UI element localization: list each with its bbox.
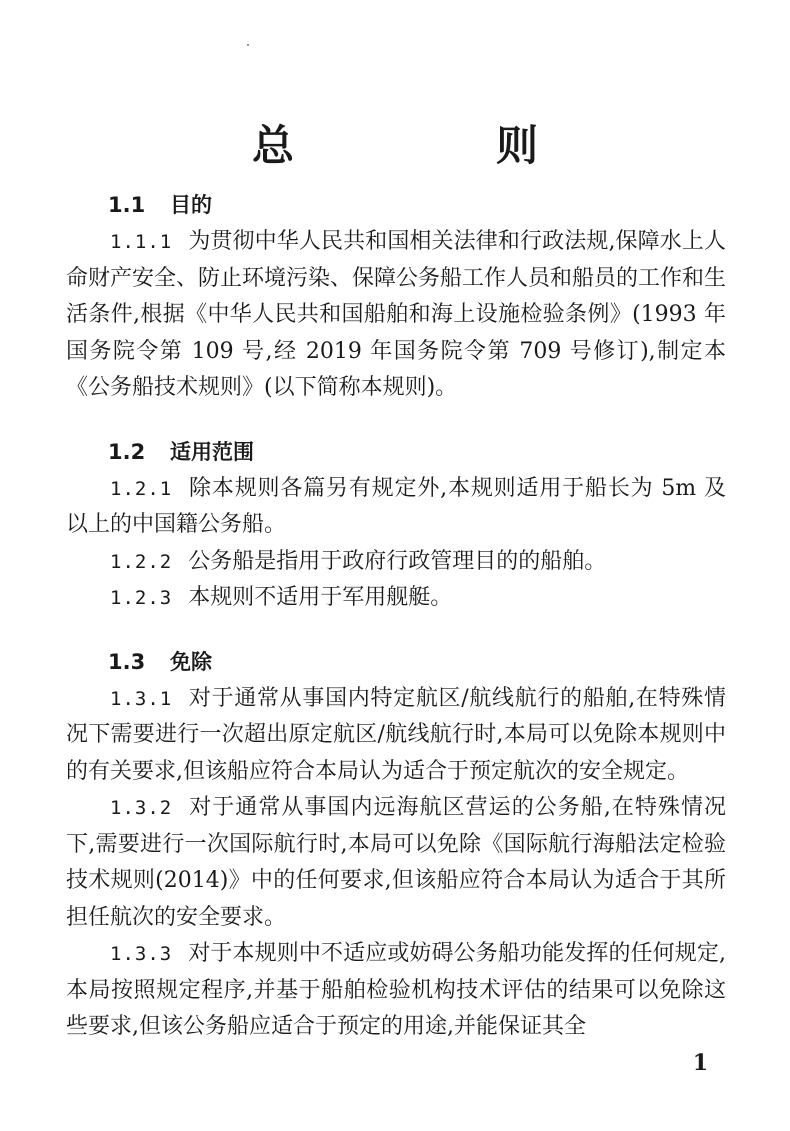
clause-text: 为贯彻中华人民共和国相关法律和行政法规,保障水上人命财产安全、防止环境污染、保障公务船工作人员和船员的工作和生活条件,根据《中华人民共和国船舶和海上设施检验条例》(1993 年国务院令第 109 号,经 2019 年国务院令第 709 号修订),制定本《公务船技术规则》(以下简称本规则)。 [66,229,727,400]
section-title: 目的 [170,193,212,217]
clause-paragraph [66,224,726,407]
clause-text: 对于通常从事国内特定航区/航线航行的船舶,在特殊情况下需要进行一次超出原定航区/航线航行时,本局可以免除本规则中的有关要求,但该船应符合本局认为适合于预定航次的安全规定。 [66,685,726,784]
clause-paragraph [66,936,726,1046]
page-number: 1 [692,1050,708,1076]
section-number: 1.3 [108,649,146,674]
page-title: 总 则 [251,121,618,171]
section-number: 1.1 [108,193,146,217]
clause-text: 对于通常从事国内远海航区营运的公务船,在特殊情况下,需要进行一次国际航行时,本局可以免除《国际航行海船法定检验技术规则(2014)》中的任何要求,但该船应符合本局认为适合于其所担任航次的安全要求。 [66,795,726,930]
section-title: 适用范围 [170,439,254,464]
clause-paragraph [66,681,726,791]
section-title: 免除 [170,649,212,674]
clause-number: 1.3.1 [110,687,173,710]
scan-speck [247,44,249,46]
clause-paragraph [66,544,726,581]
clause-number: 1.2.2 [110,550,173,573]
clause-number: 1.2.3 [110,587,173,609]
section-purpose [66,190,726,407]
document-body [66,190,726,1046]
section-number: 1.2 [108,439,146,464]
section-heading [66,190,726,220]
clause-paragraph [66,580,726,617]
section-heading [66,437,726,467]
clause-number: 1.3.2 [110,797,173,819]
clause-text: 对于本规则中不适应或妨碍公务船功能发挥的任何规定,本局按照规定程序,并基于船舶检验机构技术评估的结果可以免除这些要求,但该公务船应适合于预定的用途,并能保证其全 [66,941,726,1039]
clause-paragraph [66,790,726,936]
section-scope [66,437,726,617]
section-heading [66,647,726,677]
clause-number: 1.1.1 [110,231,173,253]
clause-paragraph [66,471,726,544]
clause-text: 除本规则各篇另有规定外,本规则适用于船长为 5m 及以上的中国籍公务船。 [66,475,726,537]
clause-number: 1.3.3 [110,943,173,965]
clause-text: 本规则不适用于军用舰艇。 [188,585,453,610]
clause-text: 公务船是指用于政府行政管理目的的船舶。 [188,548,607,574]
section-exemption [66,647,726,1046]
clause-number: 1.2.1 [110,477,173,500]
